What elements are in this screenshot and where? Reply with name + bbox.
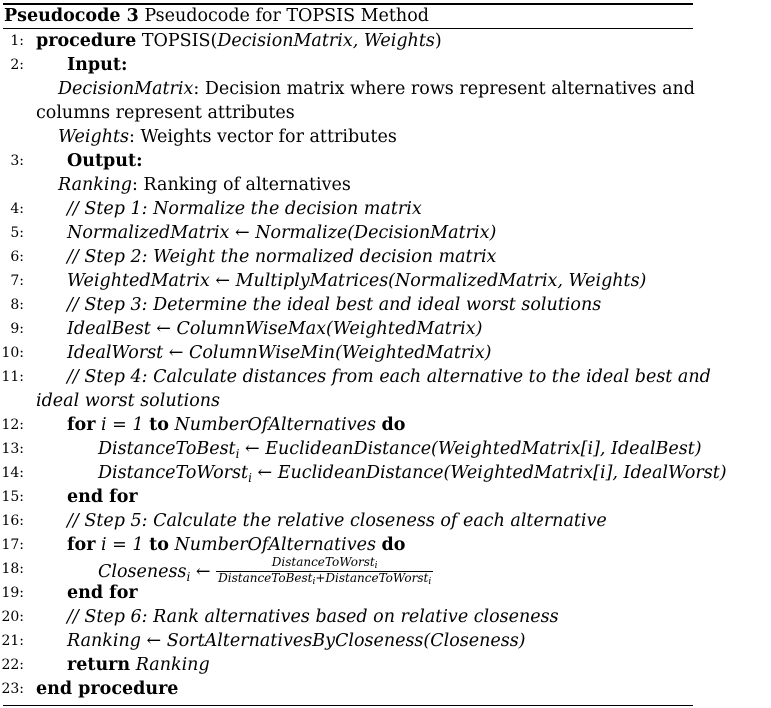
code-line-13 [98, 437, 702, 462]
keyword-do: do [381, 535, 406, 555]
keyword-for: for [67, 535, 96, 555]
code-line-18 [98, 557, 433, 588]
procedure-args: DecisionMatrix, Weights [217, 31, 435, 51]
line-number: 5: [10, 225, 24, 241]
plus-sign: + [315, 571, 326, 585]
keyword-do: do [381, 415, 406, 435]
code-line-7: WeightedMatrix ← MultiplyMatrices(NormalizedMatrix, Weights) [67, 271, 647, 291]
fraction-denominator [216, 572, 433, 587]
comment-step-1: // Step 1: Normalize the decision matrix [67, 199, 422, 219]
line-number: 13: [1, 441, 24, 457]
subscript: i [312, 577, 316, 587]
loop-bound: NumberOfAlternatives [174, 415, 376, 435]
keyword-for: for [67, 415, 96, 435]
for-loop-1 [67, 413, 405, 437]
denominator-var-b: DistanceToWorst [325, 571, 429, 585]
line-number: 23: [1, 681, 24, 697]
input-heading: Input: [67, 55, 128, 75]
weights-desc: : Weights vector for attributes [129, 127, 397, 147]
line-number: 7: [10, 273, 24, 289]
line-number: 1: [10, 33, 24, 49]
comment-step-6: // Step 6: Rank alternatives based on relative closeness [67, 607, 559, 627]
comment-step-3: // Step 3: Determine the ideal best and ideal worst solutions [67, 295, 602, 315]
end-for-1: end for [67, 487, 138, 507]
comment-step-5: // Step 5: Calculate the relative closeness of each alternative [67, 511, 607, 531]
denominator-var-a: DistanceToBest [218, 571, 313, 585]
line-number: 15: [1, 489, 24, 505]
subscript: i [374, 561, 378, 571]
loop-init: i = 1 [101, 415, 144, 435]
line-number: 16: [1, 513, 24, 529]
var-decision-matrix: DecisionMatrix [58, 79, 194, 99]
algorithm-caption [4, 5, 429, 27]
input-weights [58, 125, 397, 149]
expr-euclidean-best: ← EuclideanDistance(WeightedMatrix[i], IdealBest) [245, 439, 702, 459]
var-weights: Weights [58, 127, 129, 147]
subscript: i [428, 577, 432, 587]
line-number: 14: [1, 465, 24, 481]
for-loop-2 [67, 533, 405, 557]
input-decision-matrix-cont: columns represent attributes [36, 103, 295, 123]
line-number: 3: [10, 153, 24, 169]
output-heading: Output: [67, 151, 143, 171]
caption-label: Pseudocode 3 [4, 6, 139, 26]
closeness-fraction [216, 556, 433, 587]
comment-step-4-cont: ideal worst solutions [36, 391, 221, 411]
line-number: 18: [1, 561, 24, 577]
line-number: 2: [10, 57, 24, 73]
loop-init: i = 1 [101, 535, 144, 555]
subscript: i [235, 447, 240, 461]
line-number: 11: [1, 369, 24, 385]
procedure-name: TOPSIS( [141, 31, 218, 51]
numerator-var: DistanceToWorst [271, 555, 375, 569]
var-ranking: Ranking [58, 175, 132, 195]
code-line-10: IdealWorst ← ColumnWiseMin(WeightedMatrix) [67, 343, 492, 363]
subscript: i [248, 471, 252, 485]
subscript: i [186, 570, 191, 584]
comment-step-2: // Step 2: Weight the normalized decision matrix [67, 247, 497, 267]
line-number: 9: [10, 321, 24, 337]
fraction-numerator [216, 556, 433, 572]
caption-title: Pseudocode for TOPSIS Method [144, 6, 429, 26]
code-line-9: IdealBest ← ColumnWiseMax(WeightedMatrix) [67, 319, 483, 339]
end-for-2: end for [67, 583, 138, 603]
line-number: 8: [10, 297, 24, 313]
input-desc: : Decision matrix where rows represent alternatives and [193, 79, 696, 99]
var-closeness: Closeness [98, 562, 187, 582]
line-number: 20: [1, 609, 24, 625]
code-line-5: NormalizedMatrix ← Normalize(DecisionMatrix) [67, 223, 497, 243]
line-number: 21: [1, 633, 24, 649]
keyword-to: to [149, 415, 169, 435]
ranking-desc: : Ranking of alternatives [131, 175, 351, 195]
line-number: 17: [1, 537, 24, 553]
assign-arrow: ← [195, 562, 211, 582]
procedure-close: ) [434, 31, 442, 51]
return-line [67, 653, 210, 677]
expr-euclidean-worst: ← EuclideanDistance(WeightedMatrix[i], IdealWorst) [257, 463, 727, 483]
keyword-procedure: procedure [36, 31, 137, 51]
line-number: 12: [1, 417, 24, 433]
keyword-return: return [67, 655, 131, 675]
code-line-14 [98, 461, 727, 486]
end-procedure: end procedure [36, 679, 179, 699]
return-value: Ranking [135, 655, 210, 675]
output-ranking [58, 173, 351, 197]
line-number: 10: [1, 345, 24, 361]
loop-bound: NumberOfAlternatives [174, 535, 376, 555]
line-number: 4: [10, 201, 24, 217]
comment-step-4: // Step 4: Calculate distances from each alternative to the ideal best and [67, 367, 711, 387]
line-number: 19: [1, 585, 24, 601]
bottom-rule [3, 705, 693, 706]
code-line-1 [36, 29, 442, 53]
line-number: 22: [1, 657, 24, 673]
var-distance-best: DistanceToBest [98, 439, 236, 459]
input-decision-matrix [58, 77, 695, 101]
var-distance-worst: DistanceToWorst [98, 463, 249, 483]
keyword-to: to [149, 535, 169, 555]
line-number: 6: [10, 249, 24, 265]
code-line-21: Ranking ← SortAlternativesByCloseness(Closeness) [67, 631, 526, 651]
